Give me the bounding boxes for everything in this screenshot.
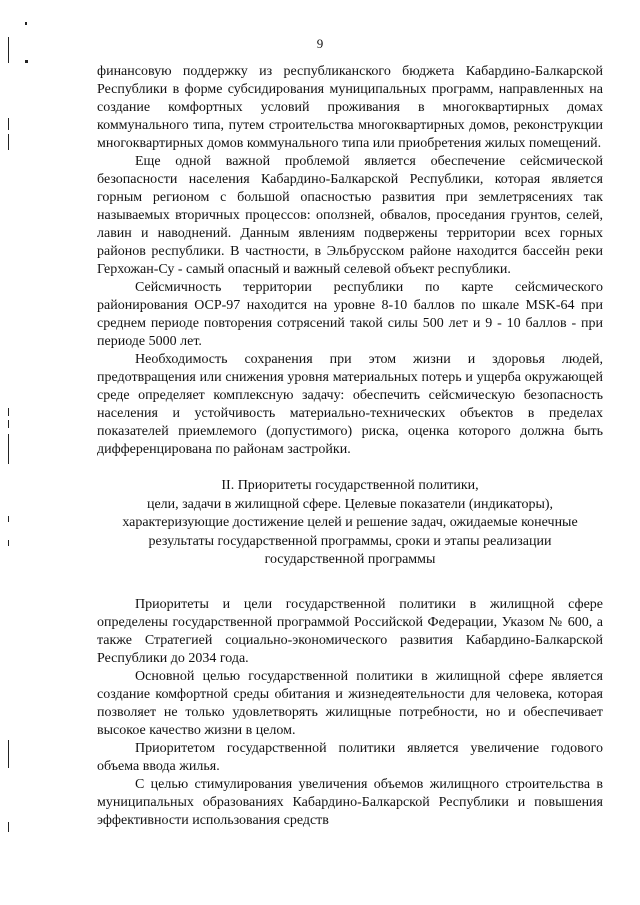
paragraph: С целью стимулирования увеличения объемов жилищного строительства в муниципальных образованиях Кабардино-Балкарской Республики и повышения эффективности использования средств bbox=[97, 776, 603, 828]
scan-artifact bbox=[8, 822, 9, 832]
section-heading-line: результаты государственной программы, сроки и этапы реализации bbox=[148, 533, 552, 549]
scan-artifact bbox=[8, 516, 9, 522]
paragraph: Основной целью государственной политики в жилищной сфере является создание комфортной среды обитания и жизнедеятельности для человека, которая позволяет не только удовлетворять жилищные потребности, но и обеспечивает высокое качество жизни в целом. bbox=[97, 668, 603, 738]
body-text-bottom bbox=[97, 596, 603, 830]
section-heading-line: цели, задачи в жилищной сфере. Целевые показатели (индикаторы), bbox=[146, 496, 554, 512]
paragraph: Необходимость сохранения при этом жизни и здоровья людей, предотвращения или снижения уровня материальных потерь и ущерба окружающей среде определяет комплексную задачу: обеспечить сейсмическую безопасность населения и устойчивость материально-технических объектов в пределах показателей приемлемого (допустимого) риска, оценка которого должна быть дифференцирована по районам застройки. bbox=[97, 352, 603, 457]
section-heading bbox=[97, 477, 603, 570]
scan-artifact bbox=[25, 22, 27, 25]
scan-artifact bbox=[8, 408, 9, 416]
paragraph: финансовую поддержку из республиканского бюджета Кабардино-Балкарской Республики в форме субсидирования муниципальных программ, направленных на создание комфортных условий проживания в многоквартирных домах коммунального типа, путем строительства многоквартирных домов, реконструкции многоквартирных домов коммунального типа или приобретения жилых помещений. bbox=[97, 64, 603, 151]
scan-artifact bbox=[8, 420, 9, 428]
section-heading-line: II. Приоритеты государственной политики, bbox=[221, 478, 479, 493]
scan-artifact bbox=[8, 540, 9, 546]
paragraph: Приоритетом государственной политики является увеличение годового объема ввода жилья. bbox=[97, 740, 603, 774]
scan-artifact bbox=[8, 118, 9, 130]
paragraph: Еще одной важной проблемой является обеспечение сейсмической безопасности населения Кабардино-Балкарской Республики, которая является горным регионом с большой опасностью развития при землетрясениях так называемых вторичных процессов: оползней, обвалов, проседания грунтов, селей, лавин и наводнений. Данным явлениям подвержены территории всех горных районов республики. В частности, в Эльбрусском районе находится бассейн реки Герхожан-Су - самый опасный и важный селевой объект республики. bbox=[97, 154, 603, 277]
scan-artifact bbox=[8, 740, 9, 768]
scan-artifact bbox=[8, 134, 9, 150]
page-body bbox=[97, 63, 603, 830]
page-number: 9 bbox=[316, 36, 324, 51]
paragraph: Приоритеты и цели государственной политики в жилищной сфере определены государственной программой Российской Федерации, Указом № 600, а также Стратегией социально-экономического развития Кабардино-Балкарской Республики до 2034 года. bbox=[97, 596, 603, 666]
paragraph: Сейсмичность территории республики по карте сейсмического районирования ОСР-97 находится на уровне 8-10 баллов по шкале MSK-64 при среднем периоде повторения сотрясений такой силы 500 лет и 9 - 10 баллов - при периоде 5000 лет. bbox=[97, 280, 603, 349]
scan-artifact bbox=[25, 60, 28, 63]
body-text-top bbox=[97, 63, 603, 459]
scan-artifact bbox=[8, 434, 9, 464]
section-heading-line: характеризующие достижение целей и решение задач, ожидаемые конечные bbox=[122, 515, 578, 530]
section-heading-line: государственной программы bbox=[264, 552, 436, 567]
